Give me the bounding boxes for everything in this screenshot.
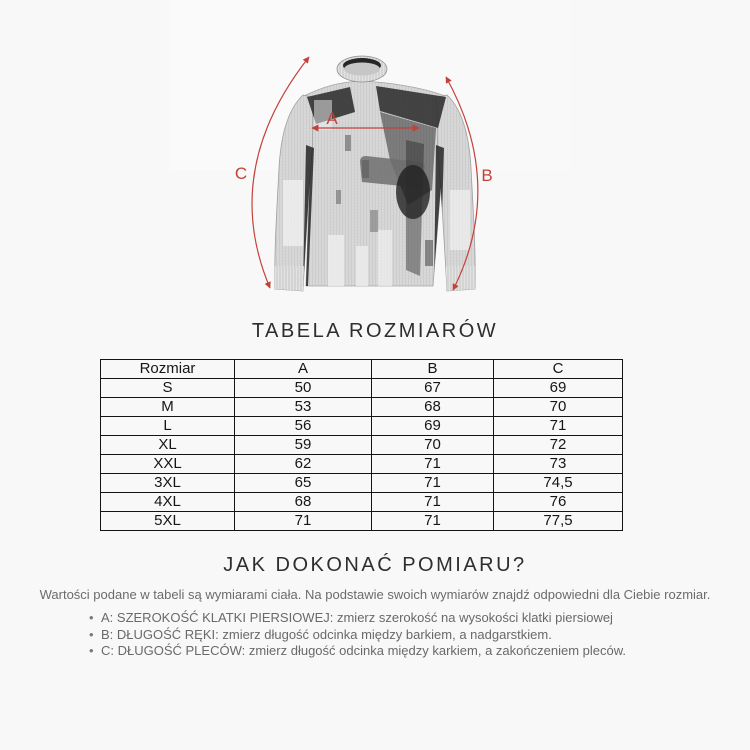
size-cell: 5XL: [101, 512, 235, 531]
sweater-illustration: [274, 56, 476, 291]
table-row: [101, 493, 623, 512]
label-c: C: [234, 164, 248, 183]
value-cell: 65: [235, 474, 372, 493]
how-to-title: JAK DOKONAĆ POMIARU?: [223, 554, 527, 576]
product-figure: [210, 40, 510, 300]
value-cell: 72: [494, 436, 623, 455]
value-cell: 77,5: [494, 512, 623, 531]
value-cell: 68: [235, 493, 372, 512]
value-cell: 71: [372, 455, 494, 474]
size-cell: 4XL: [101, 493, 235, 512]
table-row: [101, 398, 623, 417]
table-row: [101, 436, 623, 455]
col-header-rozmiar: Rozmiar: [101, 360, 235, 379]
value-cell: 69: [372, 417, 494, 436]
value-cell: 71: [372, 474, 494, 493]
instruction-c: • C: DŁUGOŚĆ PLECÓW: zmierz długość odcinka między karkiem, a zakończeniem pleców.: [89, 643, 626, 660]
sweater-collar: [337, 56, 387, 82]
label-a: A: [326, 109, 338, 128]
value-cell: 71: [235, 512, 372, 531]
value-cell: 73: [494, 455, 623, 474]
value-cell: 70: [494, 398, 623, 417]
table-row: [101, 512, 623, 531]
value-cell: 71: [372, 512, 494, 531]
instruction-b: • B: DŁUGOŚĆ RĘKI: zmierz długość odcinka między barkiem, a nadgarstkiem.: [89, 627, 626, 644]
size-cell: XL: [101, 436, 235, 455]
col-header-a: A: [235, 360, 372, 379]
sweater-measurement-diagram: [210, 40, 510, 300]
value-cell: 71: [494, 417, 623, 436]
value-cell: 69: [494, 379, 623, 398]
value-cell: 76: [494, 493, 623, 512]
size-cell: XXL: [101, 455, 235, 474]
value-cell: 53: [235, 398, 372, 417]
size-table-title: TABELA ROZMIARÓW: [251, 320, 499, 342]
value-cell: 74,5: [494, 474, 623, 493]
size-cell: M: [101, 398, 235, 417]
value-cell: 68: [372, 398, 494, 417]
value-cell: 71: [372, 493, 494, 512]
measure-instructions: [89, 610, 626, 660]
value-cell: 70: [372, 436, 494, 455]
size-cell: S: [101, 379, 235, 398]
table-row: [101, 417, 623, 436]
intro-text: Wartości podane w tabeli są wymiarami ciała. Na podstawie swoich wymiarów znajdź odpowiedni dla Ciebie rozmiar.: [39, 587, 711, 602]
value-cell: 50: [235, 379, 372, 398]
table-row: [101, 379, 623, 398]
value-cell: 56: [235, 417, 372, 436]
size-cell: 3XL: [101, 474, 235, 493]
table-row: [101, 474, 623, 493]
value-cell: 59: [235, 436, 372, 455]
value-cell: 62: [235, 455, 372, 474]
value-cell: 67: [372, 379, 494, 398]
table-header-row: [101, 360, 623, 379]
label-b: B: [481, 166, 493, 185]
col-header-b: B: [372, 360, 494, 379]
size-table: [100, 359, 623, 531]
col-header-c: C: [494, 360, 623, 379]
instruction-a: • A: SZEROKOŚĆ KLATKI PIERSIOWEJ: zmierz szerokość na wysokości klatki piersiowej: [89, 610, 626, 627]
size-cell: L: [101, 417, 235, 436]
table-row: [101, 455, 623, 474]
